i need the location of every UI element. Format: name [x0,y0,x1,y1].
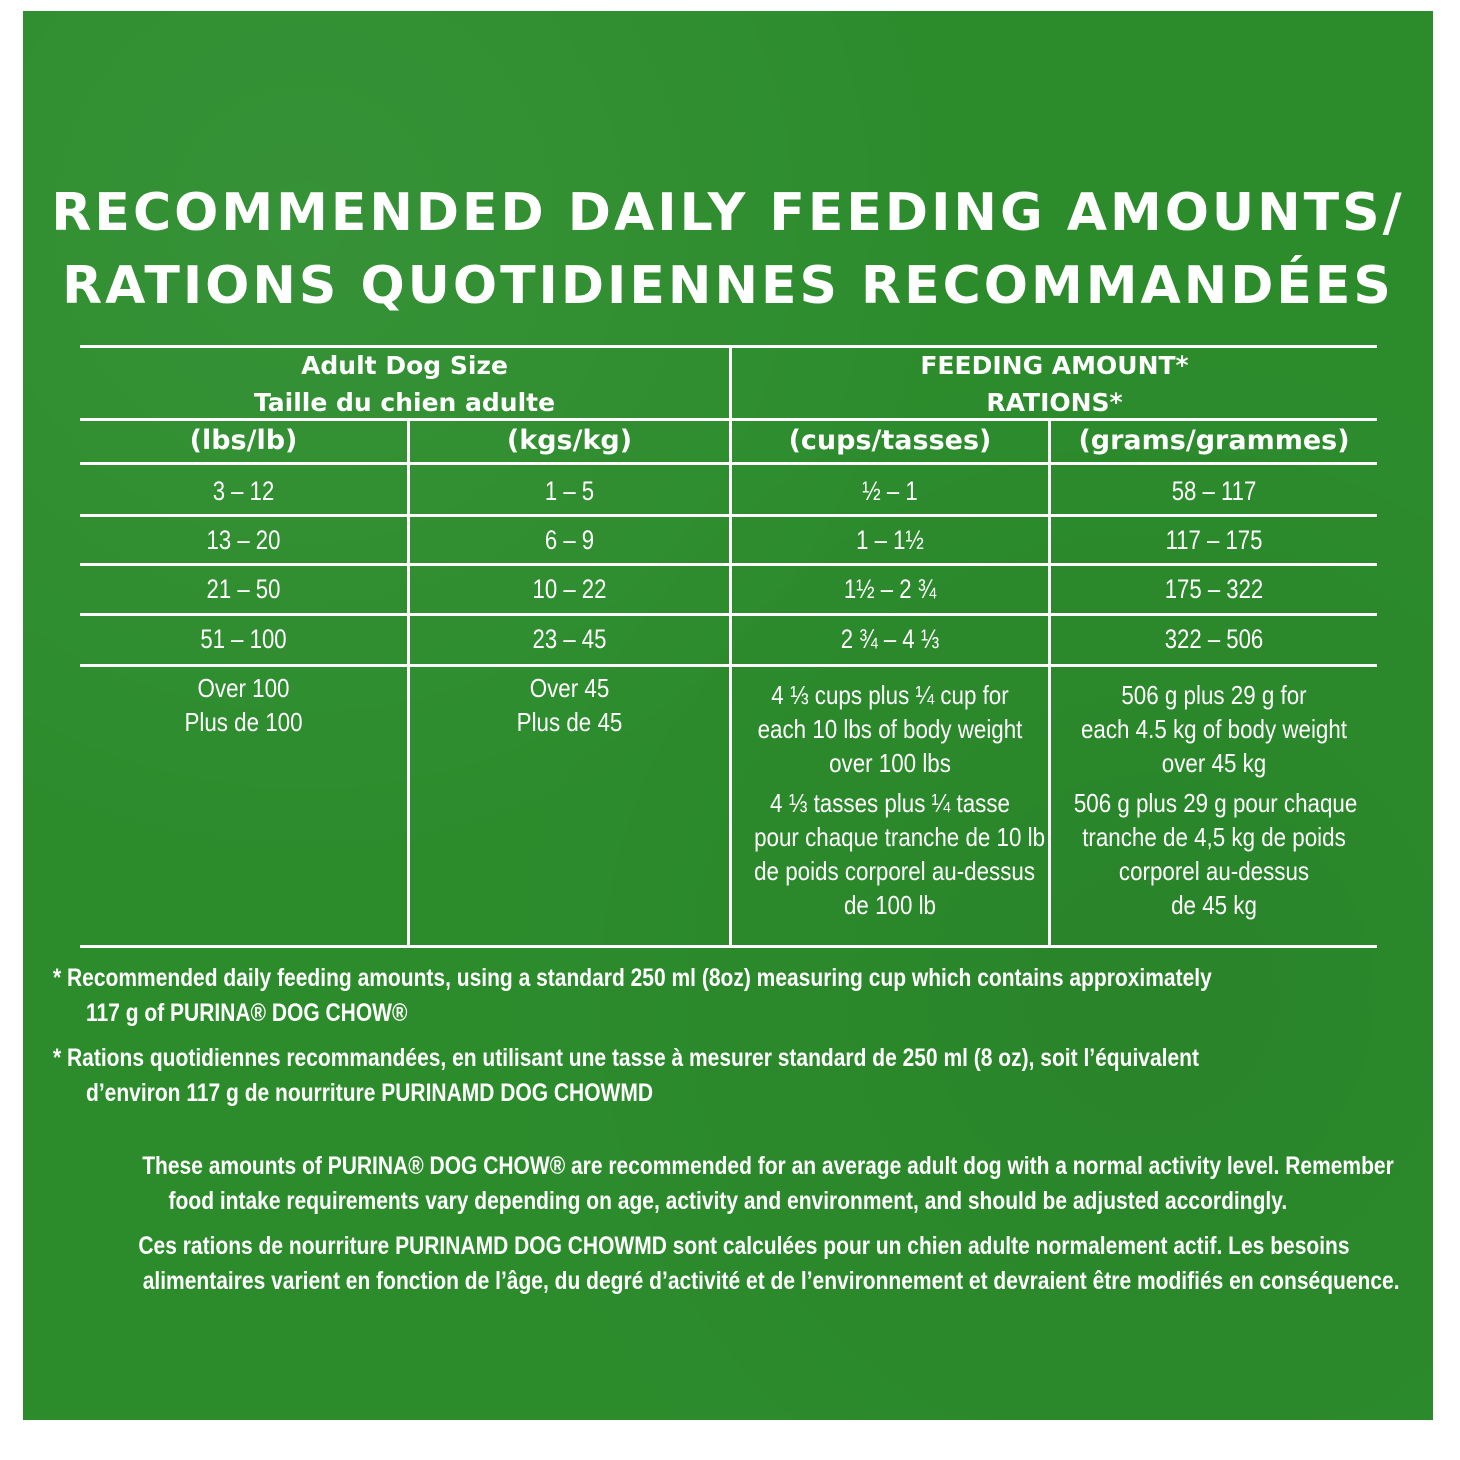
header-size-en: Adult Dog Size [301,351,508,380]
table-cell: ½ – 1 [862,476,918,506]
table-cell: 1 – 1½ [856,525,924,555]
cell-line: pour chaque tranche de 10 lb [754,822,1046,852]
header-amount-fr: RATIONS* [986,388,1123,417]
cell-line: 506 g plus 29 g for [1121,680,1307,710]
cell-line: Over 100 [197,673,290,703]
table-cell: 6 – 9 [544,525,595,555]
table-divider-left [407,418,410,947]
table-cell: 322 – 506 [1164,624,1264,654]
column-header-grams: (grams/grammes) [1078,425,1350,456]
footnote-fr-line1: * Rations quotidiennes recommandées, en utilisant une tasse à mesurer standard de 250 ml (8 oz), soit l’équivalent [53,1044,1199,1072]
footnote-fr-line2: d’environ 117 g de nourriture PURINAMD DOG CHOWMD [86,1079,654,1107]
cell-line: de 45 kg [1171,890,1257,920]
cell-line: over 45 kg [1161,748,1267,778]
cell-line: 4 ⅓ cups plus ¼ cup for [771,680,1009,710]
table-cell: 13 – 20 [206,525,281,555]
table-cell: 21 – 50 [206,574,281,604]
table-cell-lbs-over [103,671,384,739]
footnote-en-line2: 117 g of PURINA® DOG CHOW® [86,999,408,1027]
paragraph-fr-line1: Ces rations de nourriture PURINAMD DOG CHOWMD sont calculées pour un chien adulte normalement actif. Les besoins [138,1232,1350,1260]
table-cell: 23 – 45 [532,624,607,654]
paragraph-en-line1: These amounts of PURINA® DOG CHOW® are recommended for an average adult dog with a normal activity level. Remember [142,1152,1394,1180]
table-cell: 3 – 12 [212,476,275,506]
cell-line: tranche de 4,5 kg de poids [1082,822,1346,852]
table-cell: 1½ – 2 ¾ [843,574,937,604]
cell-line: Over 45 [529,673,610,703]
table-cell: 175 – 322 [1164,574,1264,604]
feeding-panel [23,11,1433,1420]
table-cell-cups-over [754,678,1046,922]
column-header-cups: (cups/tasses) [788,425,992,456]
cell-line: over 100 lbs [829,748,951,778]
cell-line: 506 g plus 29 g pour chaque [1073,788,1358,818]
title-line-en: RECOMMENDED DAILY FEEDING AMOUNTS/ [51,183,1405,243]
table-cell: 2 ¾ – 4 ⅓ [840,624,940,654]
column-header-kgs: (kgs/kg) [506,425,633,456]
table-cell: 117 – 175 [1165,525,1263,555]
header-size-fr: Taille du chien adulte [253,388,556,417]
table-cell: 58 – 117 [1171,476,1257,506]
table-cell-kgs-over [432,671,706,739]
cell-line: de poids corporel au-dessus [754,856,1036,886]
cell-line: Plus de 100 [184,707,303,737]
column-header-lbs: (lbs/lb) [189,425,298,456]
header-amount-en: FEEDING AMOUNT* [920,351,1189,380]
cell-line: 4 ⅓ tasses plus ¼ tasse [770,788,1010,818]
cell-line: Plus de 45 [516,707,623,737]
table-cell: 1 – 5 [544,476,595,506]
paragraph-en-line2: food intake requirements vary depending on age, activity and environment, and should be adjusted accordingly. [168,1187,1288,1215]
footnote-en-line1: * Recommended daily feeding amounts, using a standard 250 ml (8oz) measuring cup which contains approximately [53,964,1212,992]
cell-line: each 4.5 kg of body weight [1080,714,1348,744]
table-cell: 51 – 100 [200,624,287,654]
title-line-fr: RATIONS QUOTIDIENNES RECOMMANDÉES [62,256,1394,316]
cell-line: corporel au-dessus [1118,856,1310,886]
paragraph-fr-line2: alimentaires varient en fonction de l’âge, du degré d’activité et de l’environnement et devraient être modifiés en conséquence. [142,1267,1400,1295]
cell-line: de 100 lb [843,890,936,920]
table-cell-grams-over [1073,678,1358,922]
table-divider-right [1048,418,1051,947]
table-cell: 10 – 22 [532,574,607,604]
cell-line: each 10 lbs of body weight [757,714,1023,744]
